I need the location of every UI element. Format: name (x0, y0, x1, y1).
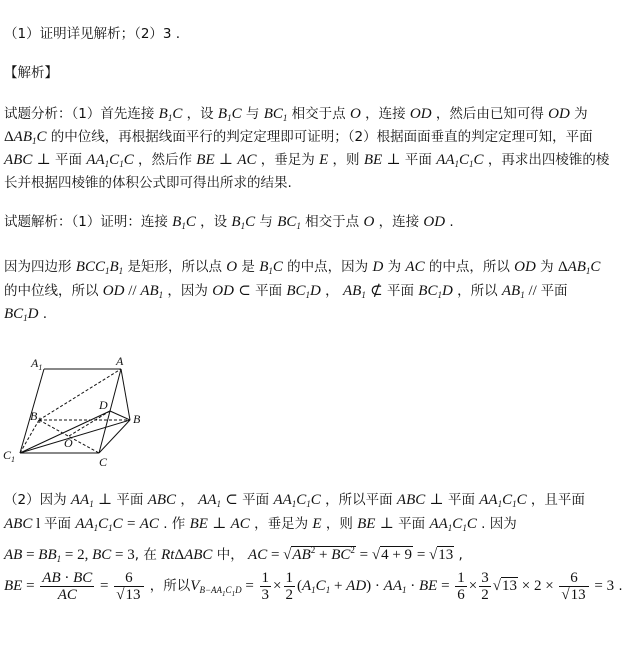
label-a: A (116, 354, 124, 368)
solution-p2-line-2: 的中位线，所以 OD // $AB_1$ ，因为 OD ⊂ 平面 $BC_1D$ ， $AB_1$ ⊄ 平面 $BC_1D$ ，所以 $AB_1$ // 平面 (4, 283, 568, 300)
solution-label: 试题解析： (4, 214, 72, 230)
answer-text: （1）证明详见解析；（2）3 . (4, 26, 181, 42)
solution-p3-line-3: AB = $BB_1 = 2$, BC = 3, 在 RtΔABC 中， AC = $√AB^2 + BC^2 = √4 + 9 = √13$ , (4, 545, 463, 564)
solution-line-1: 试题解析：（1）证明：连接 $B_1C$ ，设 $B_1C$ 与 $BC_1$ 相交于点 O ，连接 OD . (4, 214, 454, 231)
section-label (4, 63, 58, 83)
section-label-text: 【解析】 (4, 65, 58, 81)
analysis-line-4: 长并根据四棱锥的体积公式即可得出所求的结果. (4, 175, 292, 191)
solution-p3-line-1: （2）因为 $AA_1$ ⊥ 平面 ABC ， $AA_1$ ⊂ 平面 $AA_1C_1C$ ，所以平面 ABC ⊥ 平面 $AA_1C_1C$ ，且平面 (4, 492, 585, 509)
label-o: O (64, 436, 73, 450)
edge-a-b (121, 369, 130, 420)
analysis-line-3: ABC ⊥ 平面 $AA_1C_1C$ ，然后作 BE ⊥ AC ，垂足为 E ，则 BE ⊥ 平面 $AA_1C_1C$ ，再求出四棱锥的棱 (4, 152, 610, 169)
prism-figure (0, 352, 150, 467)
label-b1: $B_1$ (30, 409, 42, 425)
answer-line (4, 24, 180, 44)
segment-d-b (110, 411, 130, 420)
label-c1: $C_1$ (3, 448, 16, 464)
solution-p2-line-1: 因为四边形 $BCC_1B_1$ 是矩形，所以点 O 是 $B_1C$ 的中点，因为 D 为 AC 的中点，所以 OD 为 $\Delta AB_1C$ (4, 259, 601, 276)
analysis-label: 试题分析： (4, 106, 72, 122)
analysis-line-2: $\Delta AB_1C$ 的中位线，再根据线面平行的判定定理即可证明；（2）根据面面垂直的判定定理可知，平面 (4, 129, 593, 146)
analysis-line-1: 试题分析：（1）首先连接 $B_1C$ ，设 $B_1C$ 与 $BC_1$ 相交于点 O ，连接 OD ，然后由已知可得 OD 为 (4, 106, 588, 123)
label-d: D (99, 398, 108, 412)
label-a1: $A_1$ (31, 356, 43, 372)
solution-p3-line-2: ABC l 平面 $AA_1C_1C$ = AC . 作 BE ⊥ AC ，垂足为 E ，则 BE ⊥ 平面 $AA_1C_1C$ . 因为 (4, 516, 517, 533)
solution-p2-line-3: $BC_1D$ . (4, 306, 48, 323)
label-b: B (133, 412, 141, 426)
solution-p3-line-4: BE = $\frac{AB \cdot BC}{AC}$ = $\frac{6}{√13}$ ，所以$V_{B-AA_1C_1D}$ = $\frac{1}{3}$ × $\frac{1}{2}$ $(A_1C_1 + AD) \cdot AA_1$ · BE = $\frac{1}{6}$ × $\frac{3}{2}$ √13 × 2 × $\frac{6}{√13}$ = 3 . (4, 569, 623, 603)
label-c: C (99, 455, 108, 467)
